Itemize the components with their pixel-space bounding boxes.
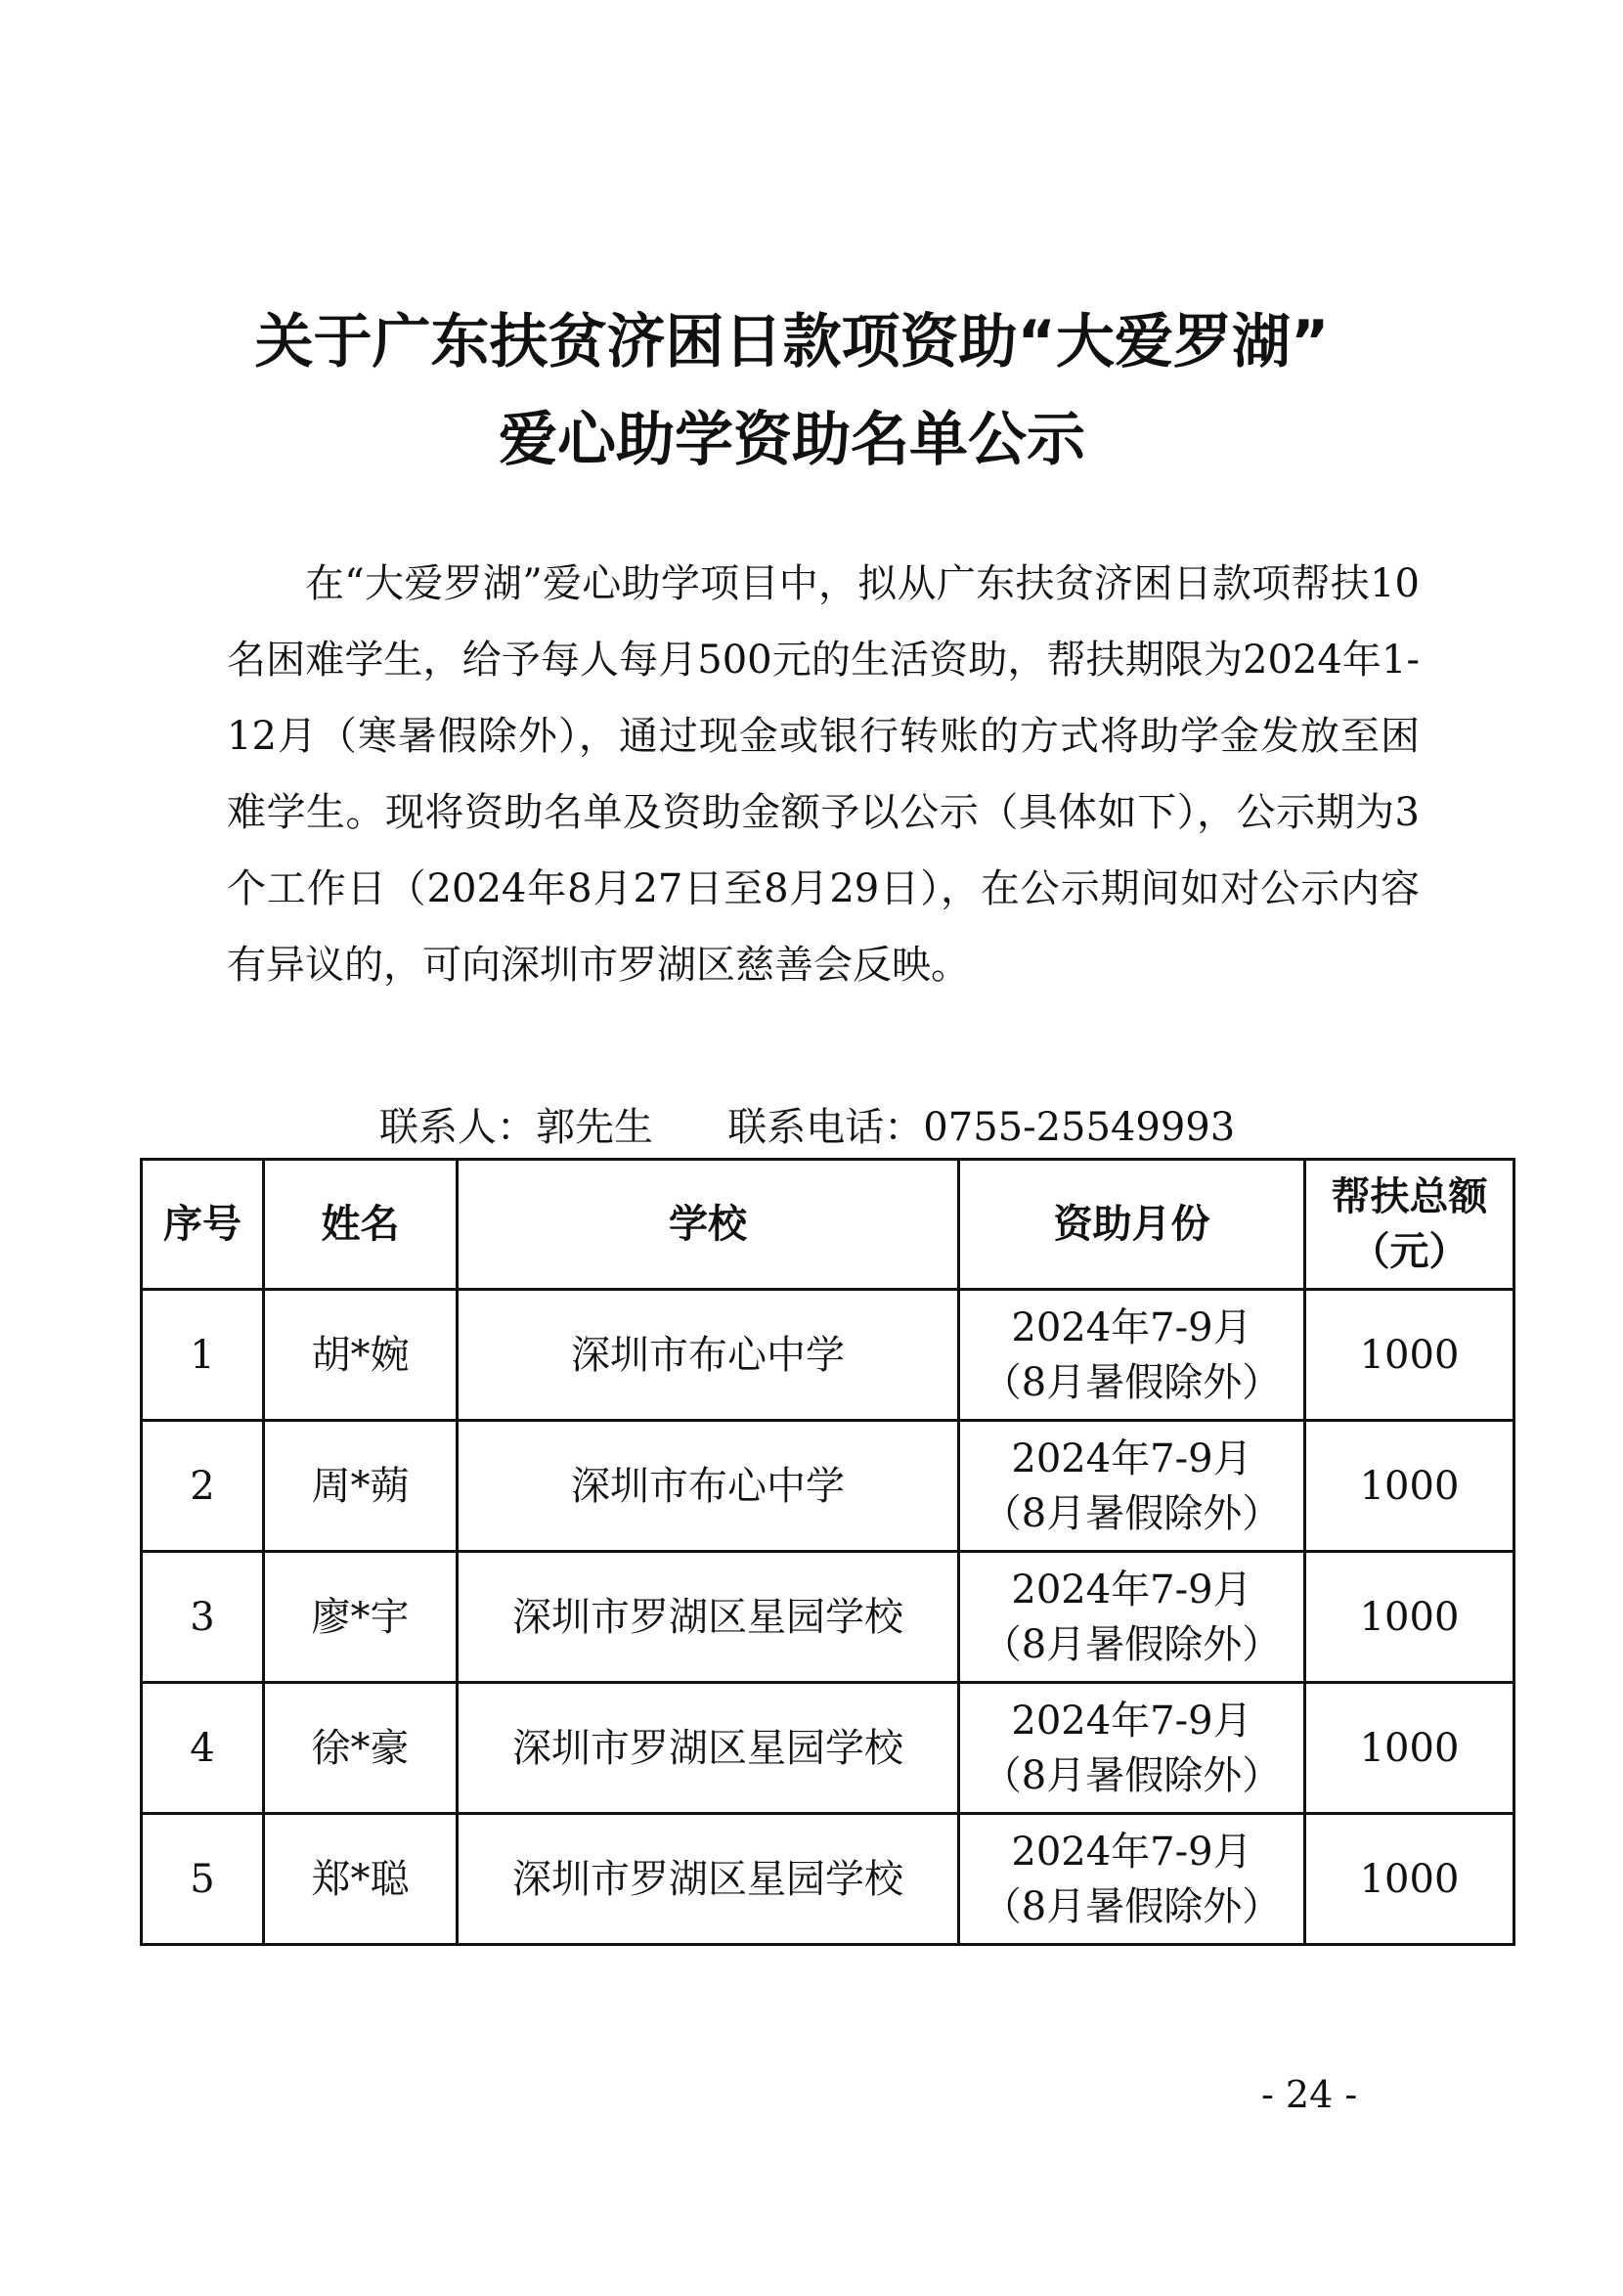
- cell-school: 深圳市罗湖区星园学校: [458, 1683, 959, 1814]
- header-total: [1305, 1160, 1514, 1290]
- cell-name: 胡*婉: [264, 1290, 458, 1421]
- contact-phone: 联系电话：0755-25549993: [727, 1105, 1236, 1150]
- cell-months: [959, 1421, 1305, 1552]
- table-row: [142, 1421, 1514, 1552]
- cell-school: 深圳市罗湖区星园学校: [458, 1814, 959, 1945]
- funding-table: [140, 1158, 1515, 1946]
- table-row: [142, 1683, 1514, 1814]
- title-line-1: 关于广东扶贫济困日款项资助“大爱罗湖”: [254, 308, 1330, 376]
- cell-months-line2: （8月暑假除外）: [982, 1359, 1282, 1405]
- cell-name: 徐*豪: [264, 1683, 458, 1814]
- page-number: - 24 -: [1261, 2073, 1358, 2116]
- body-paragraph: 在“大爱罗湖”爱心助学项目中，拟从广东扶贫济困日款项帮扶10名困难学生，给予每人每月500元的生活资助，帮扶期限为2024年1-12月（寒暑假除外），通过现金或银行转账的方式将助学金发放至困难学生。现将资助名单及资助金额予以公示（具体如下），公示期为3个工作日（2024年8月27日至8月29日），在公示期间如对公示内容有异议的，可向深圳市罗湖区慈善会反映。: [227, 561, 1420, 988]
- cell-no: 2: [142, 1421, 264, 1552]
- cell-name: 廖*宇: [264, 1552, 458, 1683]
- cell-no: 1: [142, 1290, 264, 1421]
- cell-months-line1: 2024年7-9月: [1011, 1435, 1252, 1481]
- document-title: [186, 293, 1398, 489]
- cell-no: 3: [142, 1552, 264, 1683]
- cell-months-line1: 2024年7-9月: [1011, 1829, 1252, 1875]
- cell-months-line2: （8月暑假除外）: [982, 1490, 1282, 1536]
- table-header-row: [142, 1160, 1514, 1290]
- header-total-line1: 帮扶总额: [1331, 1174, 1488, 1219]
- header-no: 序号: [142, 1160, 264, 1290]
- table-row: [142, 1552, 1514, 1683]
- cell-name: 郑*聪: [264, 1814, 458, 1945]
- cell-no: 5: [142, 1814, 264, 1945]
- table-row: [142, 1290, 1514, 1421]
- cell-no: 4: [142, 1683, 264, 1814]
- cell-total: 1000: [1305, 1552, 1514, 1683]
- cell-months: [959, 1552, 1305, 1683]
- cell-name: 周*蒴: [264, 1421, 458, 1552]
- cell-months-line1: 2024年7-9月: [1011, 1698, 1252, 1744]
- header-school: 学校: [458, 1160, 959, 1290]
- cell-months-line1: 2024年7-9月: [1011, 1304, 1252, 1350]
- table-row: [142, 1814, 1514, 1945]
- cell-months: [959, 1290, 1305, 1421]
- cell-school: 深圳市布心中学: [458, 1421, 959, 1552]
- cell-total: 1000: [1305, 1814, 1514, 1945]
- title-line-2: 爱心助学资助名单公示: [499, 406, 1085, 474]
- header-months: 资助月份: [959, 1160, 1305, 1290]
- cell-months-line2: （8月暑假除外）: [982, 1621, 1282, 1667]
- header-name: 姓名: [264, 1160, 458, 1290]
- cell-total: 1000: [1305, 1290, 1514, 1421]
- cell-months: [959, 1683, 1305, 1814]
- header-total-line2: （元）: [1350, 1229, 1469, 1274]
- contact-person: 联系人：郭先生: [379, 1105, 653, 1150]
- cell-school: 深圳市罗湖区星园学校: [458, 1552, 959, 1683]
- cell-months-line2: （8月暑假除外）: [982, 1883, 1282, 1929]
- cell-total: 1000: [1305, 1683, 1514, 1814]
- cell-months-line2: （8月暑假除外）: [982, 1752, 1282, 1798]
- cell-total: 1000: [1305, 1421, 1514, 1552]
- contact-line: [379, 1095, 1235, 1160]
- cell-months-line1: 2024年7-9月: [1011, 1567, 1252, 1612]
- cell-school: 深圳市布心中学: [458, 1290, 959, 1421]
- cell-months: [959, 1814, 1305, 1945]
